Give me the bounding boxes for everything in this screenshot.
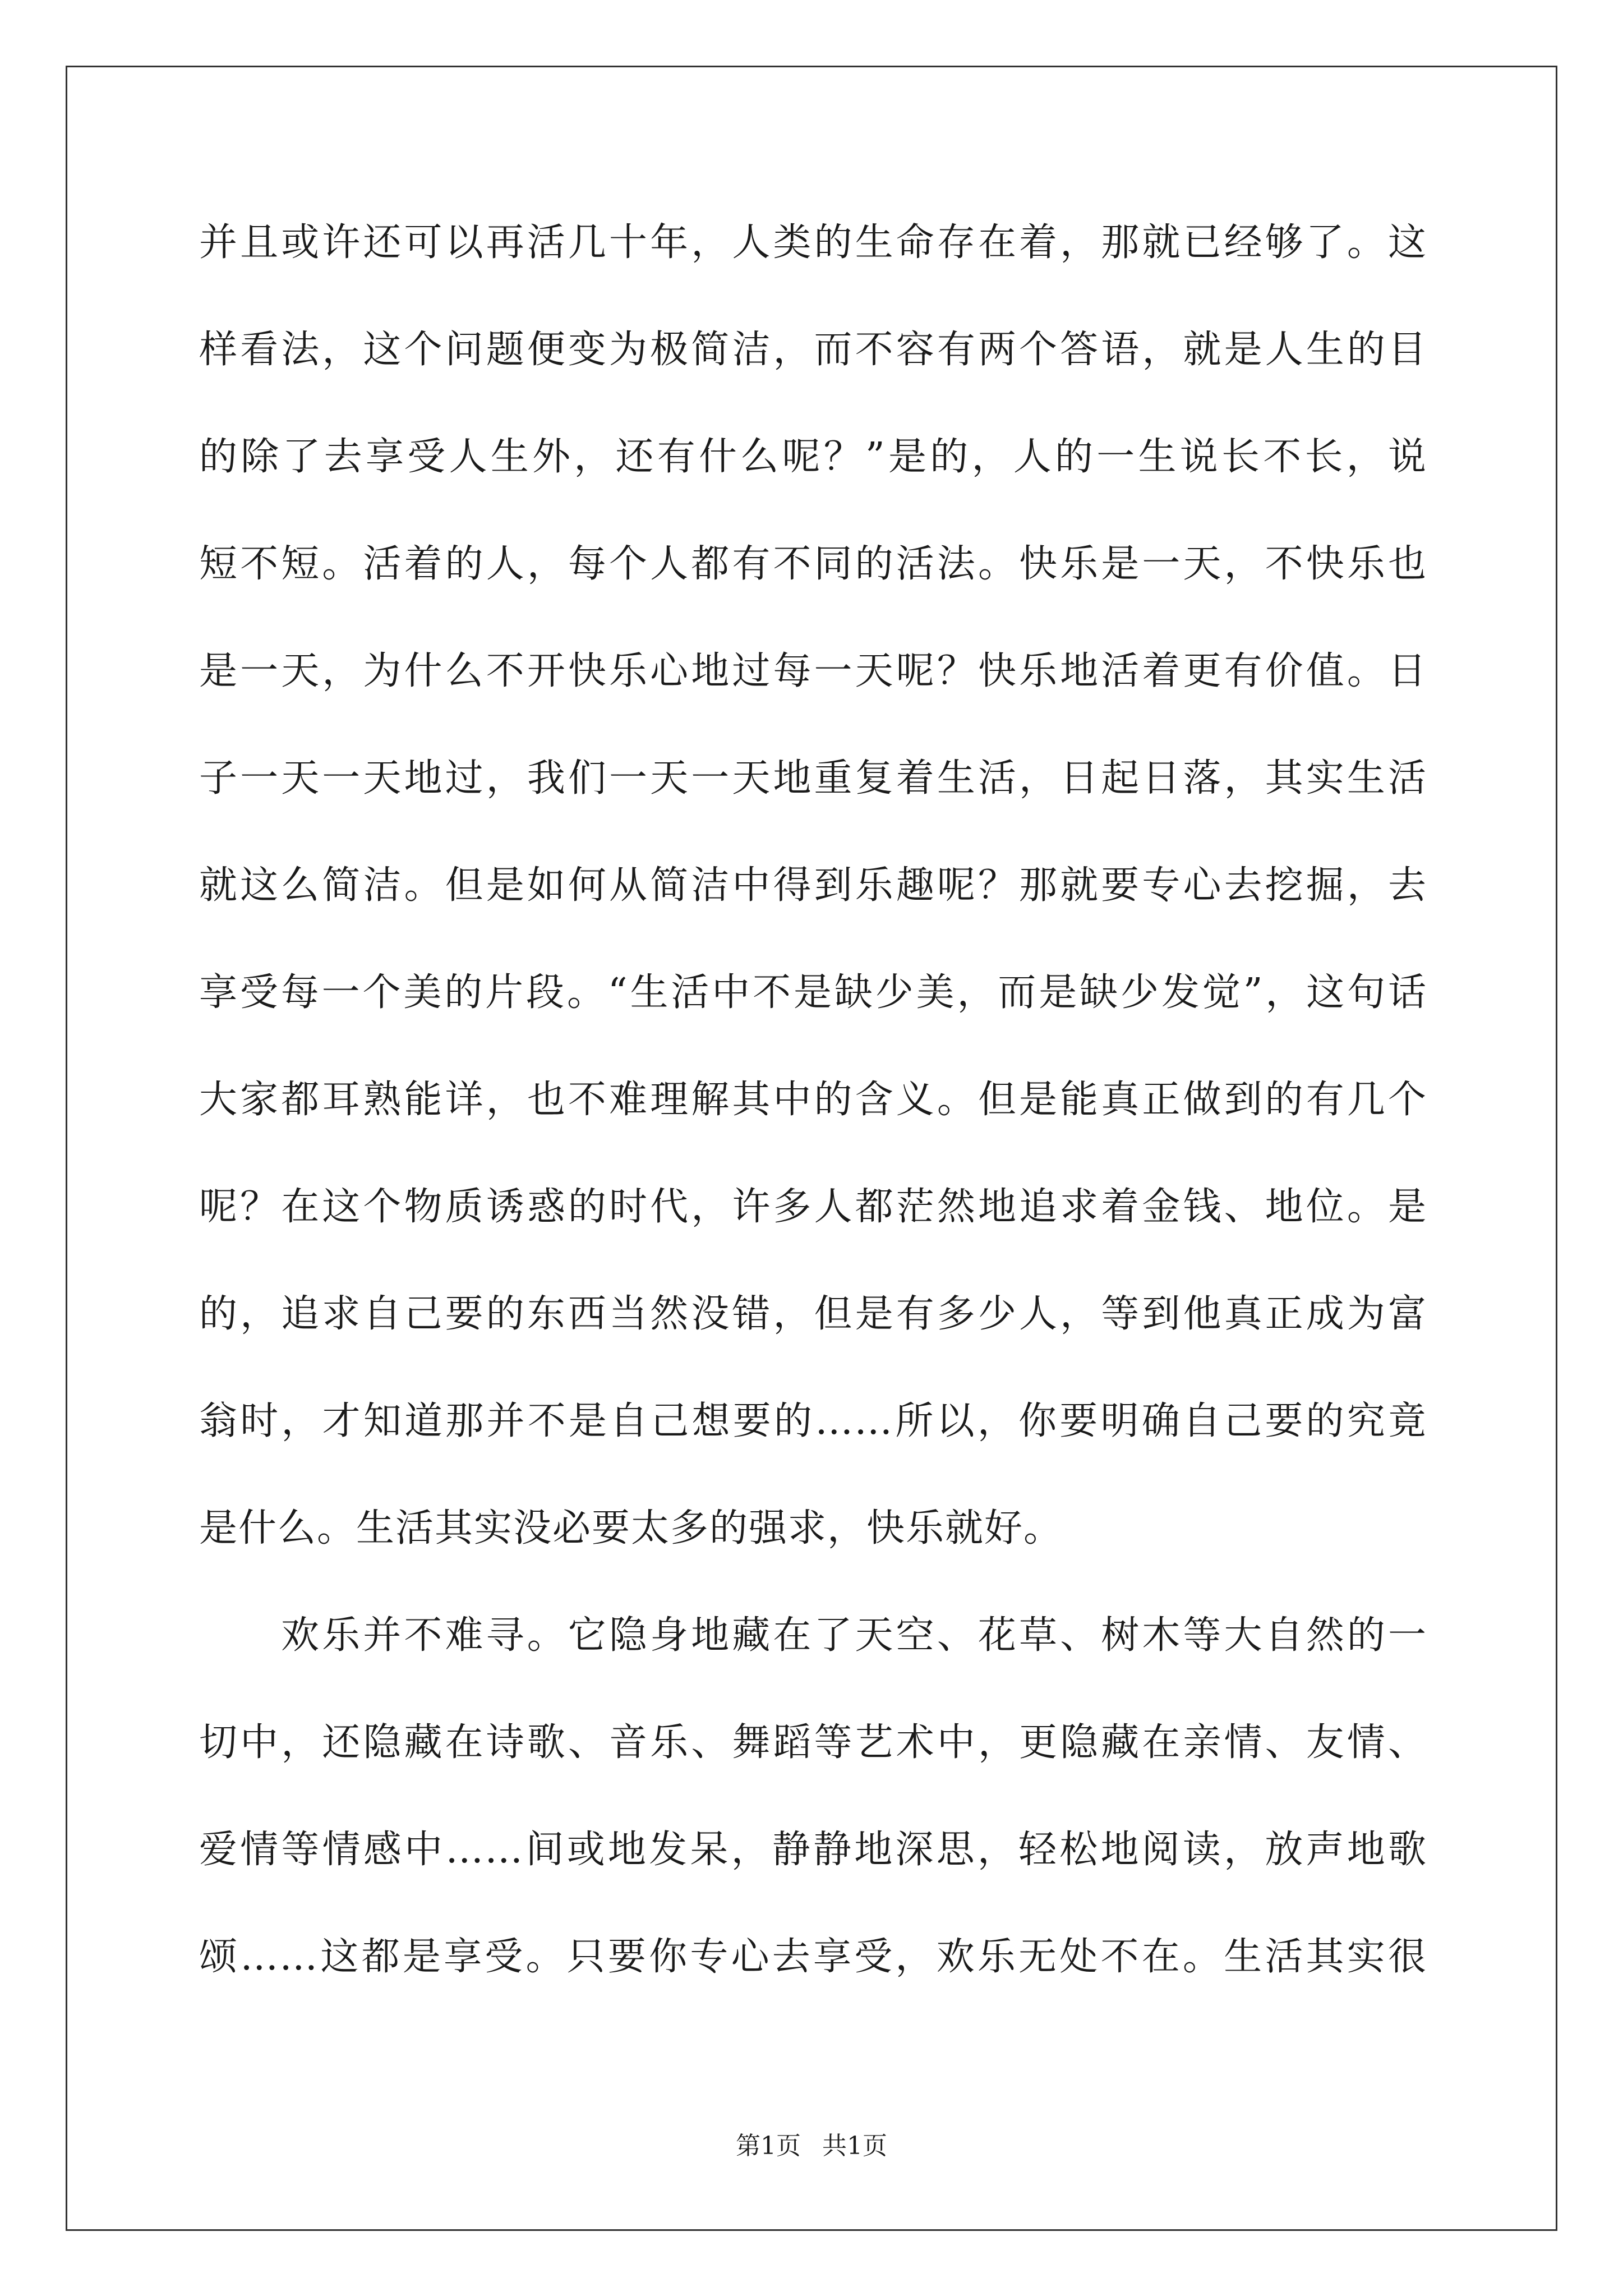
- page-footer: [0, 2131, 1623, 2162]
- text-line: 颂……这都是享受。只要你专心去享受，欢乐无处不在。生活其实很: [199, 1935, 1427, 1979]
- text-line: 是一天，为什么不开快乐心地过每一天呢？快乐地活着更有价值。日: [199, 649, 1427, 693]
- text-line: 短不短。活着的人，每个人都有不同的活法。快乐是一天，不快乐也: [199, 542, 1427, 586]
- text-line: 的除了去享受人生外，还有什么呢？”是的，人的一生说长不长，说: [199, 435, 1427, 479]
- text-line: 呢？在这个物质诱惑的时代，许多人都茫然地追求着金钱、地位。是: [199, 1185, 1427, 1229]
- text-line: 并且或许还可以再活几十年，人类的生命存在着，那就已经够了。这: [199, 220, 1427, 265]
- text-line: 就这么简洁。但是如何从简洁中得到乐趣呢？那就要专心去挖掘，去: [199, 863, 1427, 908]
- paragraph-end-line: 是什么。生活其实没必要太多的强求，快乐就好。: [199, 1506, 1063, 1550]
- text-line: 享受每一个美的片段。“生活中不是缺少美，而是缺少发觉”，这句话: [199, 970, 1427, 1015]
- paragraph-start-line: 欢乐并不难寻。它隐身地藏在了天空、花草、树木等大自然的一: [281, 1613, 1427, 1658]
- text-line: 翁时，才知道那并不是自己想要的……所以，你要明确自己要的究竟: [199, 1399, 1427, 1443]
- text-line: 爱情等情感中……间或地发呆，静静地深思，轻松地阅读，放声地歌: [199, 1828, 1427, 1872]
- text-line: 样看法，这个问题便变为极简洁，而不容有两个答语，就是人生的目: [199, 328, 1427, 372]
- text-line: 子一天一天地过，我们一天一天地重复着生活，日起日落，其实生活: [199, 756, 1427, 800]
- page-number: 第1页: [736, 2132, 801, 2160]
- text-line: 切中，还隐藏在诗歌、音乐、舞蹈等艺术中，更隐藏在亲情、友情、: [199, 1720, 1427, 1765]
- text-line: 大家都耳熟能详，也不难理解其中的含义。但是能真正做到的有几个: [199, 1078, 1427, 1122]
- document-body: [199, 218, 1427, 2039]
- page-total: 共1页: [822, 2132, 887, 2160]
- text-line: 的，追求自己要的东西当然没错，但是有多少人，等到他真正成为富: [199, 1292, 1427, 1336]
